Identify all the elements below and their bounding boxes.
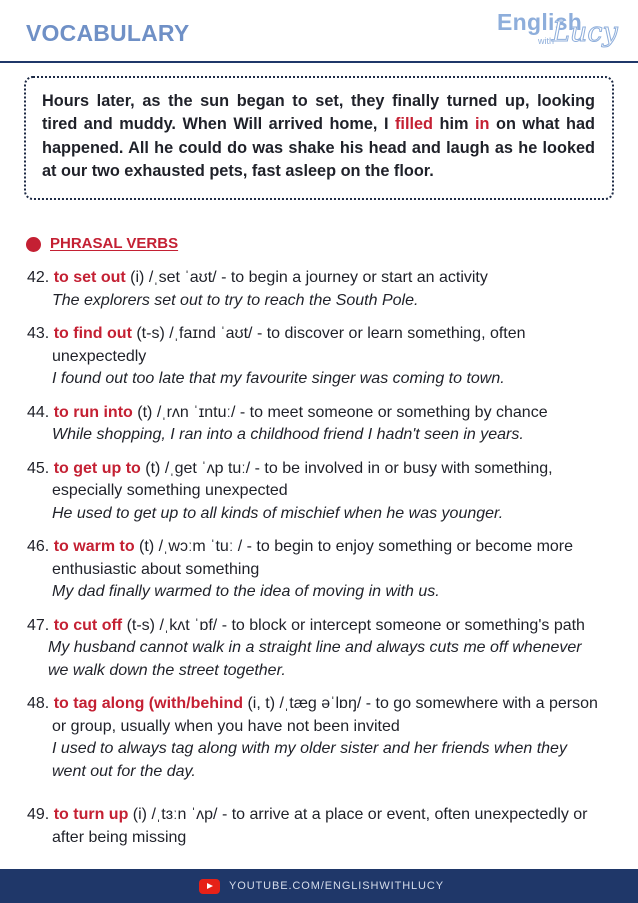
definition-continuation: or group, usually when you have not been invited: [52, 717, 400, 735]
definition-separator: -: [254, 459, 260, 477]
entry-headline: [0, 323, 638, 346]
definition-text: to block or intercept someone or something's path: [231, 616, 585, 634]
definition-text: to discover or learn something, often: [266, 325, 526, 342]
entry-number: 46.: [27, 538, 50, 555]
entry-headline: [0, 615, 638, 638]
definition-text: to be involved in or busy with something,: [264, 459, 553, 477]
pronunciation: /ˌrʌn ˈɪntuː/: [156, 403, 236, 421]
definition-text: to begin a journey or start an activity: [230, 269, 488, 286]
definition-separator: -: [246, 538, 252, 555]
example-sentence: I found out too late that my favourite singer was coming to town.: [52, 370, 505, 387]
definition-separator: -: [239, 403, 246, 421]
entry-number: 44.: [27, 403, 50, 421]
logo-word-lucy: Lucy: [552, 17, 618, 48]
example-sentence: He used to get up to all kinds of mischief when he was younger.: [52, 504, 504, 522]
grammar-label: (t): [139, 538, 155, 555]
phrasal-verb-entry: [0, 267, 638, 312]
example-sentence: My dad finally warmed to the idea of moving in with us.: [52, 583, 440, 600]
pronunciation: /ˌget ˈʌp tuː/: [164, 459, 251, 477]
grammar-label: (t): [145, 459, 161, 477]
youtube-icon: [199, 879, 220, 894]
example-sentence: While shopping, I ran into a childhood friend I hadn't seen in years.: [52, 426, 524, 443]
grammar-label: (t-s): [126, 616, 156, 634]
entry-number: 47.: [27, 616, 50, 634]
phrasal-verb-entry: [0, 693, 638, 783]
pronunciation: /ˌset ˈaʊt/: [148, 269, 217, 286]
phrasal-verb-term: to tag along (with/behind: [53, 695, 244, 712]
definition-separator: -: [221, 806, 228, 823]
entry-headline: [0, 267, 638, 290]
highlighted-phrasal-verb: filled: [395, 115, 433, 134]
definition-continuation: after being missing: [52, 828, 187, 846]
definition-separator: -: [221, 616, 228, 634]
grammar-label: (t-s): [136, 325, 165, 342]
example-sentence: My husband cannot walk in a straight line and always cuts me off whenever: [48, 639, 582, 656]
story-line: [42, 113, 595, 136]
story-text: him: [439, 115, 469, 134]
footer-bar: [0, 869, 638, 903]
grammar-label: (i, t): [247, 695, 276, 712]
definition-text: to arrive at a place or event, often unexpectedly or: [231, 806, 588, 823]
phrasal-verb-list: [0, 267, 638, 860]
phrasal-verb-entry: [0, 323, 638, 391]
story-line: Hours later, as the sun began to set, they finally turned up, looking: [42, 92, 595, 110]
definition-continuation: especially something unexpected: [52, 482, 288, 499]
section-heading: [26, 233, 326, 255]
phrasal-verb-entry: [0, 402, 638, 447]
entry-number: 43.: [27, 325, 50, 342]
definition-text: to begin to enjoy something or become more: [256, 538, 574, 555]
story-line: at our two exhausted pets, fast asleep on the floor.: [42, 161, 434, 180]
phrasal-verb-term: to get up to: [53, 459, 141, 477]
story-text: on what had: [496, 115, 595, 134]
entry-headline: [0, 402, 638, 425]
definition-text: to go somewhere with a person: [375, 695, 598, 712]
grammar-label: (t): [137, 403, 153, 421]
definition-text: to meet someone or something by chance: [249, 403, 548, 421]
pronunciation: /ˌkʌt ˈɒf/: [159, 616, 218, 634]
definition-continuation: unexpectedly: [52, 347, 147, 365]
phrasal-verb-entry: [0, 804, 638, 849]
phrasal-verb-term: to cut off: [53, 616, 123, 634]
english-with-lucy-logo: [497, 6, 627, 58]
grammar-label: (i): [132, 806, 148, 823]
definition-continuation: enthusiastic about something: [52, 560, 260, 578]
pronunciation: /ˌtæg əˈlɒŋ/: [279, 695, 362, 712]
example-sentence: The explorers set out to try to reach the South Pole.: [52, 291, 419, 309]
entry-headline: [0, 536, 638, 559]
entry-number: 49.: [27, 806, 50, 823]
phrasal-verb-entry: [0, 458, 638, 526]
example-sentence: went out for the day.: [52, 762, 196, 780]
phrasal-verb-term: to set out: [53, 269, 126, 286]
entry-headline: [0, 804, 638, 827]
entry-number: 45.: [27, 459, 50, 477]
phrasal-verb-term: to find out: [53, 325, 132, 342]
grammar-label: (i): [130, 269, 145, 286]
highlighted-phrasal-verb: in: [475, 115, 490, 134]
example-sentence: I used to always tag along with my older sister and her friends when they: [52, 740, 567, 757]
definition-separator: -: [256, 325, 263, 342]
logo-word-english: English: [497, 9, 583, 35]
entry-headline: [0, 693, 638, 716]
pronunciation: /ˌtɜːn ˈʌp/: [151, 806, 218, 823]
phrasal-verb-entry: [0, 615, 638, 683]
story-box: [24, 76, 614, 200]
logo-word-with: with: [538, 36, 555, 46]
definition-separator: -: [365, 695, 372, 712]
red-circle-bullet-icon: [26, 237, 41, 252]
page-title: VOCABULARY: [26, 20, 190, 46]
phrasal-verb-term: to run into: [53, 403, 133, 421]
section-title: PHRASAL VERBS: [50, 235, 179, 252]
phrasal-verb-term: to turn up: [53, 806, 129, 823]
example-sentence: we walk down the street together.: [48, 661, 286, 679]
story-text: tired and muddy. When Will arrived home, I: [42, 115, 389, 134]
pronunciation: /ˌfaɪnd ˈaʊt/: [169, 325, 253, 342]
entry-number: 42.: [27, 269, 50, 286]
entry-number: 48.: [27, 695, 50, 712]
phrasal-verb-entry: [0, 536, 638, 604]
pronunciation: /ˌwɔːm ˈtuː /: [158, 538, 243, 555]
youtube-channel-link[interactable]: YOUTUBE.COM/ENGLISHWITHLUCY: [229, 880, 444, 892]
entry-headline: [0, 458, 638, 481]
story-line: happened. All he could do was shake his head and laugh as he looked: [42, 138, 595, 157]
definition-separator: -: [221, 269, 227, 286]
phrasal-verb-term: to warm to: [53, 538, 135, 555]
header-divider: [0, 61, 638, 63]
